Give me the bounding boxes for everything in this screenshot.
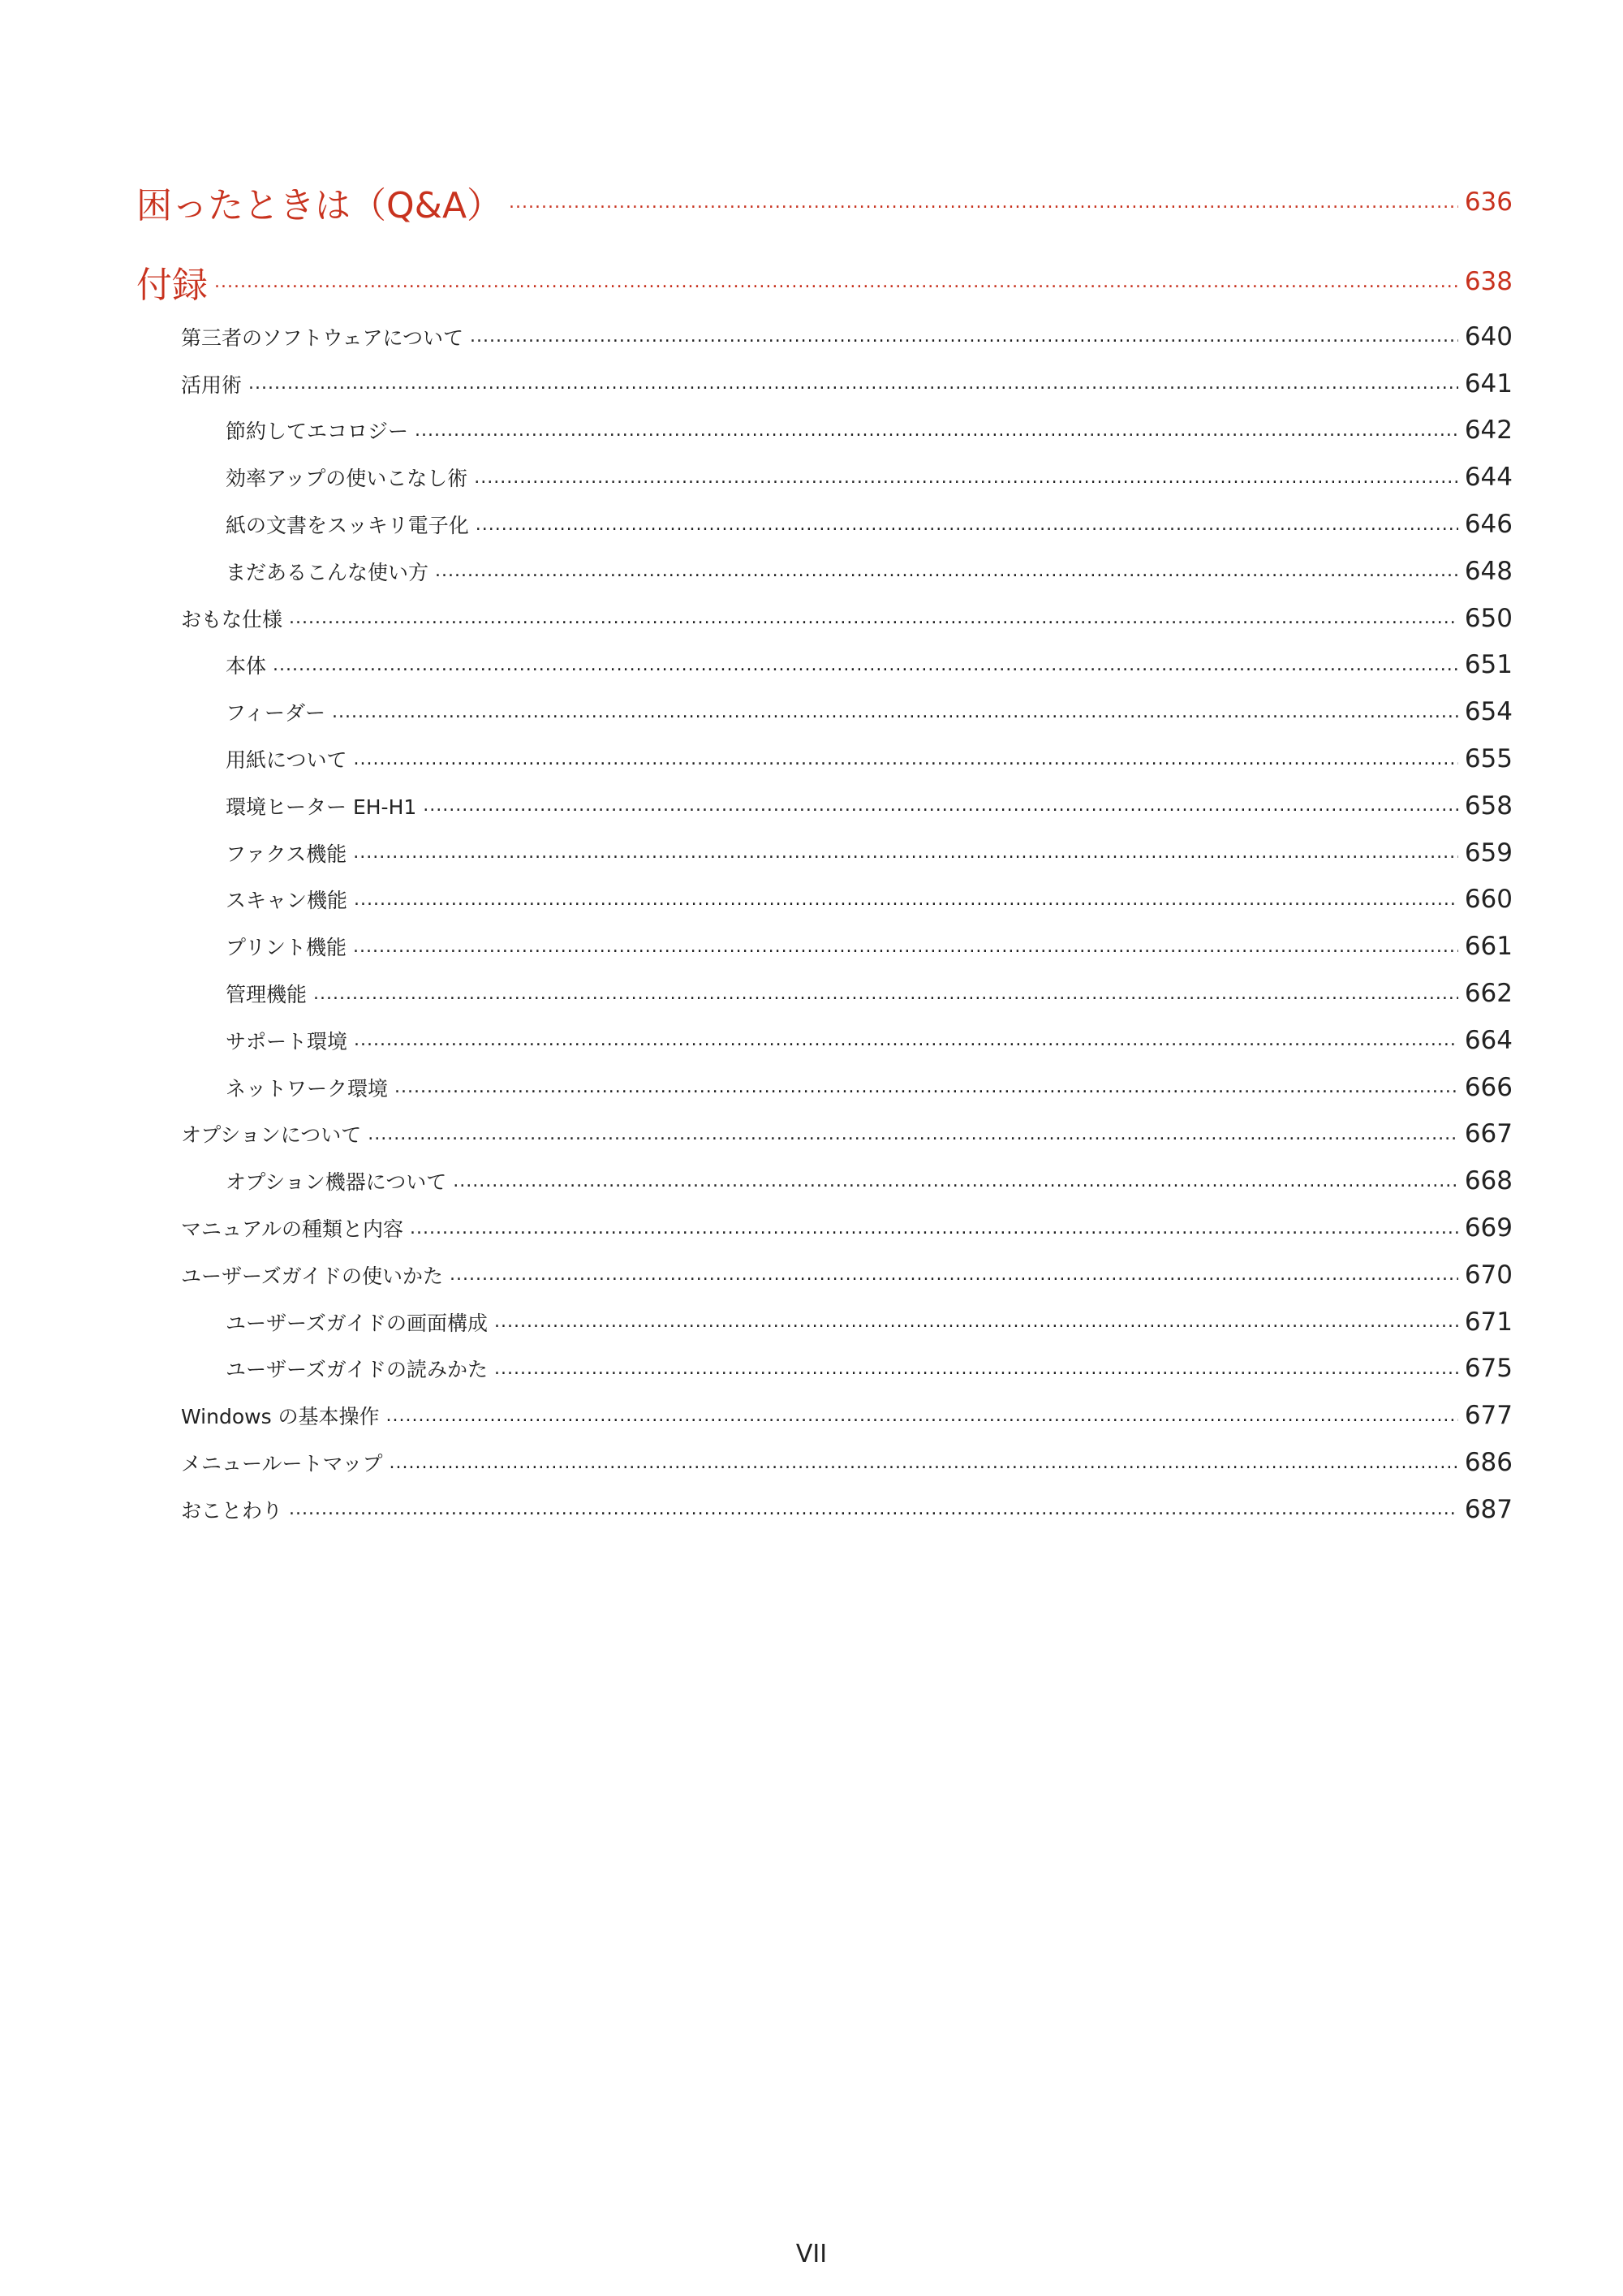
toc-entry[interactable]	[136, 360, 1513, 407]
entry-page-number: 666	[1464, 1072, 1513, 1102]
entry-title: 節約してエコロジー	[226, 420, 409, 444]
toc-entry[interactable]	[136, 1392, 1513, 1439]
toc-entry[interactable]	[136, 688, 1513, 735]
toc-entry[interactable]	[136, 1439, 1513, 1486]
toc-entry[interactable]	[136, 548, 1513, 595]
dot-leader	[313, 984, 1458, 1004]
entry-page-number: 675	[1464, 1354, 1513, 1384]
entry-page-number: 658	[1464, 790, 1513, 821]
toc-entry[interactable]	[136, 1486, 1513, 1533]
chapter-title: 困ったときは（Q&A）	[136, 185, 503, 226]
dot-leader	[289, 1499, 1458, 1519]
dot-leader	[353, 842, 1458, 863]
entry-title: ファクス機能	[226, 842, 347, 866]
entry-title: まだあるこんな使い方	[226, 560, 429, 584]
dot-leader	[332, 702, 1458, 722]
entry-title: 紙の文書をスッキリ電子化	[226, 514, 469, 538]
toc-entry[interactable]	[136, 1017, 1513, 1064]
toc-entry-list	[136, 313, 1513, 1533]
dot-leader	[476, 515, 1458, 535]
dot-leader	[353, 937, 1458, 957]
dot-leader	[289, 608, 1458, 628]
page-footer-number: VII	[795, 2240, 828, 2268]
entry-page-number: 668	[1464, 1166, 1513, 1196]
entry-title: 効率アップの使いこなし術	[226, 467, 468, 491]
dot-leader	[354, 1030, 1458, 1050]
dot-leader	[450, 1264, 1458, 1285]
entry-page-number: 661	[1464, 932, 1513, 962]
dot-leader	[394, 1077, 1458, 1097]
entry-page-number: 664	[1464, 1025, 1513, 1055]
entry-title: おもな仕様	[181, 607, 283, 631]
dot-leader	[410, 1218, 1458, 1238]
entry-page-number: 662	[1464, 979, 1513, 1009]
entry-page-number: 644	[1464, 463, 1513, 493]
entry-page-number: 655	[1464, 744, 1513, 774]
entry-title: オプション機器について	[226, 1170, 447, 1195]
table-of-contents	[136, 154, 1513, 1533]
dot-leader	[214, 272, 1458, 292]
dot-leader	[248, 373, 1458, 394]
toc-entry[interactable]	[136, 923, 1513, 970]
dot-leader	[474, 467, 1458, 488]
dot-leader	[368, 1124, 1458, 1144]
toc-entry[interactable]	[136, 970, 1513, 1017]
dot-leader	[494, 1312, 1458, 1332]
entry-title: ユーザーズガイドの読みかた	[226, 1358, 489, 1382]
entry-title: 管理機能	[226, 983, 308, 1007]
entry-page-number: 642	[1464, 416, 1513, 446]
dot-leader	[354, 749, 1458, 769]
entry-title: オプションについて	[181, 1123, 362, 1148]
dot-leader	[390, 1453, 1458, 1473]
entry-page-number: 667	[1464, 1119, 1513, 1149]
chapter-page-number: 638	[1464, 267, 1513, 296]
entry-page-number: 686	[1464, 1448, 1513, 1478]
dot-leader	[273, 655, 1458, 675]
toc-entry[interactable]	[136, 407, 1513, 454]
chapter-title: 付録	[136, 265, 208, 306]
toc-chapter-qa[interactable]	[136, 154, 1513, 250]
toc-entry[interactable]	[136, 1299, 1513, 1346]
entry-title: 本体	[226, 654, 267, 678]
toc-entry[interactable]	[136, 501, 1513, 548]
entry-title: 第三者のソフトウェアについて	[181, 325, 464, 350]
toc-entry[interactable]	[136, 1111, 1513, 1158]
toc-entry[interactable]	[136, 1204, 1513, 1251]
entry-page-number: 659	[1464, 838, 1513, 868]
dot-leader	[470, 326, 1458, 347]
dot-leader	[415, 420, 1458, 441]
toc-entry[interactable]	[136, 829, 1513, 877]
entry-title: サポート環境	[226, 1029, 348, 1053]
entry-page-number: 641	[1464, 368, 1513, 398]
entry-title: フィーダー	[226, 701, 326, 726]
entry-title: プリント機能	[226, 936, 347, 960]
entry-page-number: 648	[1464, 556, 1513, 586]
entry-title: 用紙について	[226, 748, 347, 773]
toc-entry[interactable]	[136, 454, 1513, 501]
entry-title: スキャン機能	[226, 889, 348, 913]
toc-entry[interactable]	[136, 1157, 1513, 1204]
toc-entry[interactable]	[136, 877, 1513, 924]
toc-entry[interactable]	[136, 782, 1513, 829]
toc-entry[interactable]	[136, 642, 1513, 689]
entry-page-number: 660	[1464, 885, 1513, 915]
entry-title: ネットワーク環境	[226, 1076, 389, 1101]
toc-entry[interactable]	[136, 735, 1513, 782]
entry-page-number: 640	[1464, 321, 1513, 351]
toc-entry[interactable]	[136, 313, 1513, 360]
toc-entry[interactable]	[136, 595, 1513, 642]
toc-entry[interactable]	[136, 1251, 1513, 1299]
entry-title: Windows の基本操作	[181, 1405, 380, 1429]
toc-chapter-appendix[interactable]	[136, 250, 1513, 313]
entry-page-number: 651	[1464, 650, 1513, 680]
entry-title: マニュアルの種類と内容	[181, 1217, 404, 1242]
entry-page-number: 670	[1464, 1260, 1513, 1290]
dot-leader	[423, 795, 1458, 816]
entry-page-number: 650	[1464, 603, 1513, 633]
dot-leader	[453, 1171, 1458, 1191]
entry-title: メニュールートマップ	[181, 1452, 383, 1476]
dot-leader	[386, 1406, 1458, 1426]
entry-page-number: 646	[1464, 510, 1513, 540]
entry-title: 環境ヒーター EH-H1	[226, 795, 417, 819]
entry-title: ユーザーズガイドの使いかた	[181, 1264, 444, 1288]
dot-leader	[435, 561, 1458, 581]
chapter-page-number: 636	[1464, 187, 1513, 217]
toc-entry[interactable]	[136, 1346, 1513, 1393]
toc-entry[interactable]	[136, 1064, 1513, 1111]
entry-page-number: 669	[1464, 1213, 1513, 1243]
dot-leader	[509, 192, 1458, 213]
entry-title: おことわり	[181, 1498, 283, 1523]
entry-title: 活用術	[181, 373, 243, 397]
entry-page-number: 654	[1464, 697, 1513, 727]
dot-leader	[494, 1359, 1458, 1379]
entry-page-number: 677	[1464, 1401, 1513, 1431]
entry-page-number: 671	[1464, 1307, 1513, 1337]
dot-leader	[354, 890, 1458, 910]
entry-title: ユーザーズガイドの画面構成	[226, 1311, 489, 1335]
entry-page-number: 687	[1464, 1494, 1513, 1524]
